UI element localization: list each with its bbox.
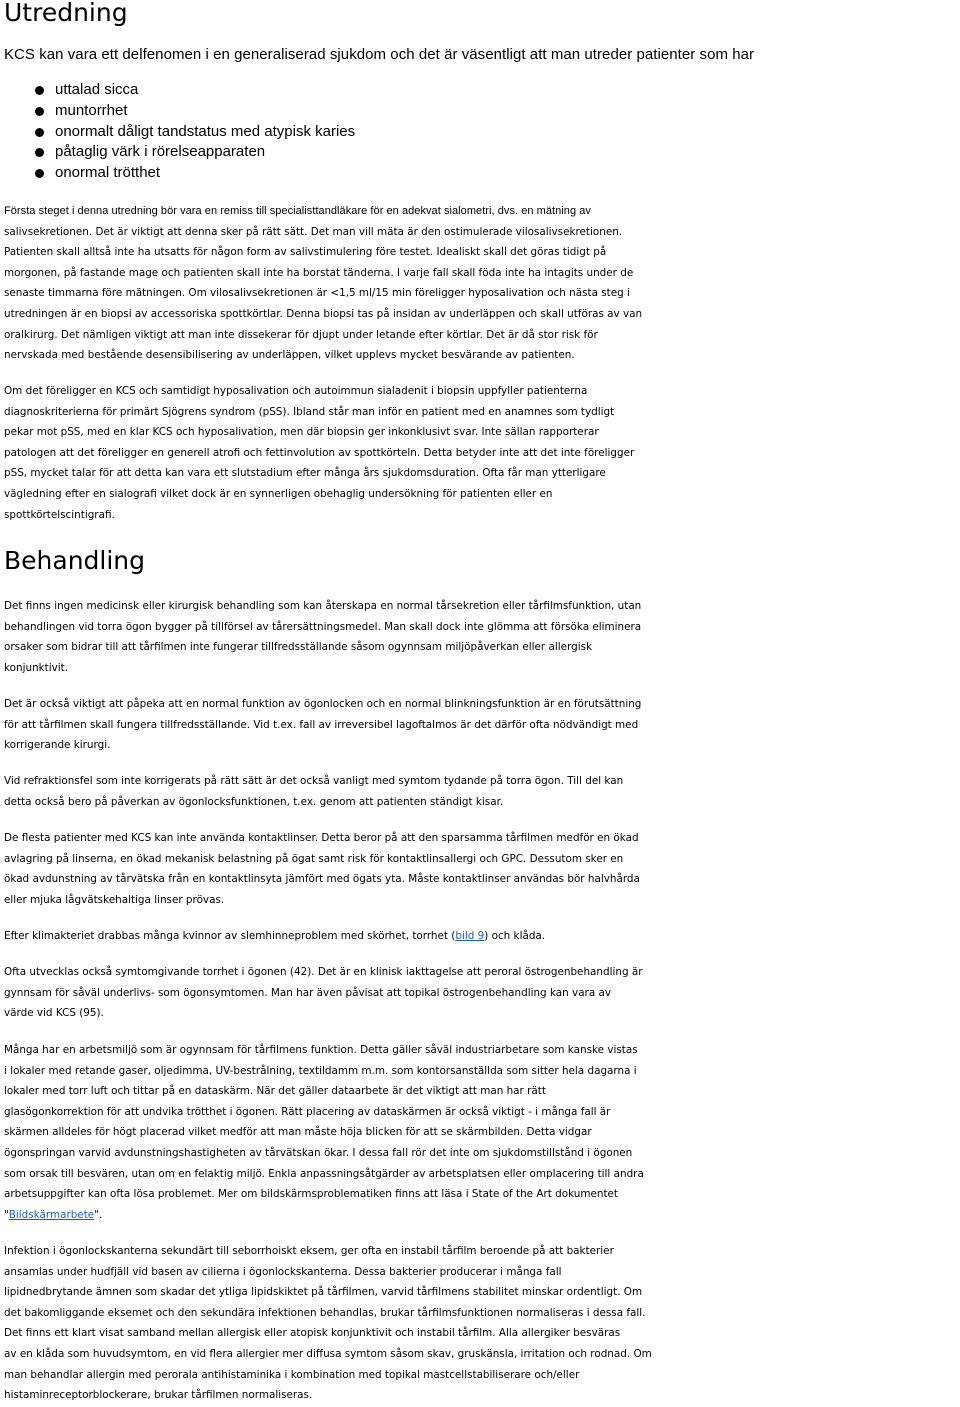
utredning-paragraph-1: Första steget i denna utredning bör vara en remiss till specialisttandläkare för en adekvat sialometri, dvs. en mätning av salivsekretionen. Det är viktigt att denna sker på rätt sätt. Det man vill mäta är den ostimulerade vilosalivsekretionen. Patienten skall alltså inte ha utsatts för någon form av salivstimulering före testet. Idealiskt skall det göras tidigt på morgonen, på fastande mage och patienten skall inte ha borstat tänderna. I varje fall skall föda inte ha intagits under de senaste timmarna före mätningen. Om vilosalivsekretionen är <1,5 ml/15 min föreligger hyposalivation och nästa steg i utredningen är en biopsi av accessoriska spottkörtlar. Denna biopsi tas på insidan av underläppen och skall utföras av van oralkirurg. Det nämligen viktigt att man inte dissekerar för djupt under letande efter körtlar. Det är då stor risk för nervskada med bestående desensibilisering av underläppen, vilket upplevs mycket besvärande av patienten.: [4, 205, 643, 362]
bild-9-link[interactable]: bild 9: [455, 930, 485, 942]
section-heading-utredning: Utredning: [4, 0, 128, 27]
behandling-paragraph-5: Efter klimakteriet drabbas många kvinnor av slemhinneproblem med skörhet, torrhet (bild 9) och klåda.: [4, 930, 546, 942]
bullet-icon: [35, 107, 44, 116]
behandling-paragraph-3: Vid refraktionsfel som inte korrigerats på rätt sätt är det också vanligt med symtom tydande på torra ögon. Till del kan detta också bero på påverkan av ögonlocksfunktionen, t.ex. genom att patienten ständigt kisar.: [4, 775, 624, 808]
bullet-icon: [35, 86, 44, 95]
behandling-paragraph-7: Många har en arbetsmiljö som är ogynnsam för tårfilmens funktion. Detta gäller såväl industriarbetare som kanske vistas i lokaler med retande gaser, oljedimma, UV-bestrålning, textildamm m.m. som kontorsanställda som sitter hela dagarna i lokaler med torr luft och tittar på en dataskärm. När det gäller dataarbete är det viktigt att man har rätt glasögonkorrektion för att undvika trötthet i ögonen. Rätt placering av dataskärmen är också viktigt - i många fall är skärmen alldeles för högt placerad vilket medför att man måste höja blicken för att se skärmbilden. Detta vidgar ögonspringan varvid avdunstningshastigheten av tårvätskan ökar. I dessa fall rör det inte om sjukdomstillstånd i ögonen som orsak till besvären, utan om en felaktig miljö. Enkla anpassningsåtgärder av arbetsplatsen eller omplacering till andra arbetsuppgifter kan ofta lösa problemet. Mer om bildskärmsproblematiken finns att läsa i State of the Art dokumentet "Bildskärmarbete".: [4, 1044, 644, 1221]
behandling-paragraph-4: De flesta patienter med KCS kan inte använda kontaktlinser. Detta beror på att den sparsamma tårfilmen medför en ökad avlagring på linserna, en ökad mekanisk belastning på ögat samt risk för kontaktlinsallergi och GPC. Dessutom sker en ökad avdunstning av tårvätska från en kontaktlinsyta jämfört med ögats yta. Måste kontaktlinser användas bör halvhårda eller mjuka lågvätskehaltiga linser prövas.: [4, 832, 640, 906]
behandling-paragraph-2: Det är också viktigt att påpeka att en normal funktion av ögonlocken och en normal blinkningsfunktion är en förutsättning för att tårfilmen skall fungera tillfredsställande. Vid t.ex. fall av irreversibel lagoftalmos är det därför ofta nödvändigt med korrigerande kirurgi.: [4, 698, 642, 752]
behandling-paragraph-6: Ofta utvecklas också symtomgivande torrhet i ögonen (42). Det är en klinisk iakttagelse att peroral östrogenbehandling är gynnsam för såväl underlivs- som ögonsymtomen. Man har även påvisat att topikal östrogenbehandling kan vara av värde vid KCS (95).: [4, 966, 643, 1020]
list-item: muntorrhet: [0, 101, 355, 122]
list-item: påtaglig värk i rörelseapparaten: [0, 142, 355, 163]
behandling-paragraph-8: Infektion i ögonlockskanterna sekundärt till seborrhoiskt eksem, ger ofta en instabil tårfilm beroende på att bakterier ansamlas under hudfjäll vid basen av cilierna i ögonlockskanterna. Dessa bakterier producerar i många fall lipidnedbrytande ämnen som skadar det ytliga lipidskiktet på tårfilmen, varvid tårfilmens stabilitet minskar ordentligt. Om det bakomliggande eksemet och den sekundära infektionen behandlas, brukar tårfilmsfunktionen normaliseras i dessa fall. Det finns ett klart visat samband mellan allergisk eller atopisk konjunktivit och instabil tårfilm. Alla allergiker besväras av en klåda som huvudsymtom, en vid flera allergier mer diffusa symtom såsom skav, gruskänsla, irritation och rodnad. Om man behandlar allergin med perorala antihistaminika i kombination med topikal mastcellstabiliserare och/eller histaminreceptorblockerare, brukar tårfilmen normaliseras.: [4, 1245, 652, 1402]
bildskarmarbete-link[interactable]: Bildskärmarbete: [8, 1208, 95, 1221]
symptom-list: [0, 80, 355, 184]
bullet-icon: [35, 148, 44, 157]
behandling-paragraph-1: Det finns ingen medicinsk eller kirurgisk behandling som kan återskapa en normal tårsekretion eller tårfilmsfunktion, utan behandlingen vid torra ögon bygger på tillförsel av tårersättningsmedel. Man skall dock inte glömma att försöka eliminera orsaker som bidrar till att tårfilmen inte fungerar tillfredsställande såsom ogynnsam miljöpåverkan eller allergisk konjunktivit.: [4, 600, 642, 674]
section-heading-behandling: Behandling: [4, 546, 146, 575]
utredning-intro: KCS kan vara ett delfenomen i en generaliserad sjukdom och det är väsentligt att man utreder patienter som har: [4, 46, 755, 63]
list-item: onormalt dåligt tandstatus med atypisk karies: [0, 122, 355, 143]
bullet-icon: [35, 169, 44, 178]
utredning-paragraph-2: Om det föreligger en KCS och samtidigt hyposalivation och autoimmun sialadenit i biopsin uppfyller patienterna diagnoskriterierna för primärt Sjögrens syndrom (pSS). Ibland står man inför en patient med en anamnes som tydligt pekar mot pSS, med en klar KCS och hyposalivation, men där biopsin ger inkonklusivt svar. Inte sällan rapporterar patologen att det föreligger en generell atrofi och fettinvolution av spottkörteln. Detta betyder inte att det inte föreligger pSS, mycket talar för att detta kan vara ett slutstadium efter många års sjukdomsduration. Ofta får man ytterligare vägledning efter en sialografi vilket dock är en synnerligen obehaglig undersökning för patienten eller en spottkörtelscintigrafi.: [4, 385, 635, 521]
list-item: onormal trötthet: [0, 163, 355, 184]
bullet-icon: [35, 128, 44, 137]
list-item: uttalad sicca: [0, 80, 355, 101]
